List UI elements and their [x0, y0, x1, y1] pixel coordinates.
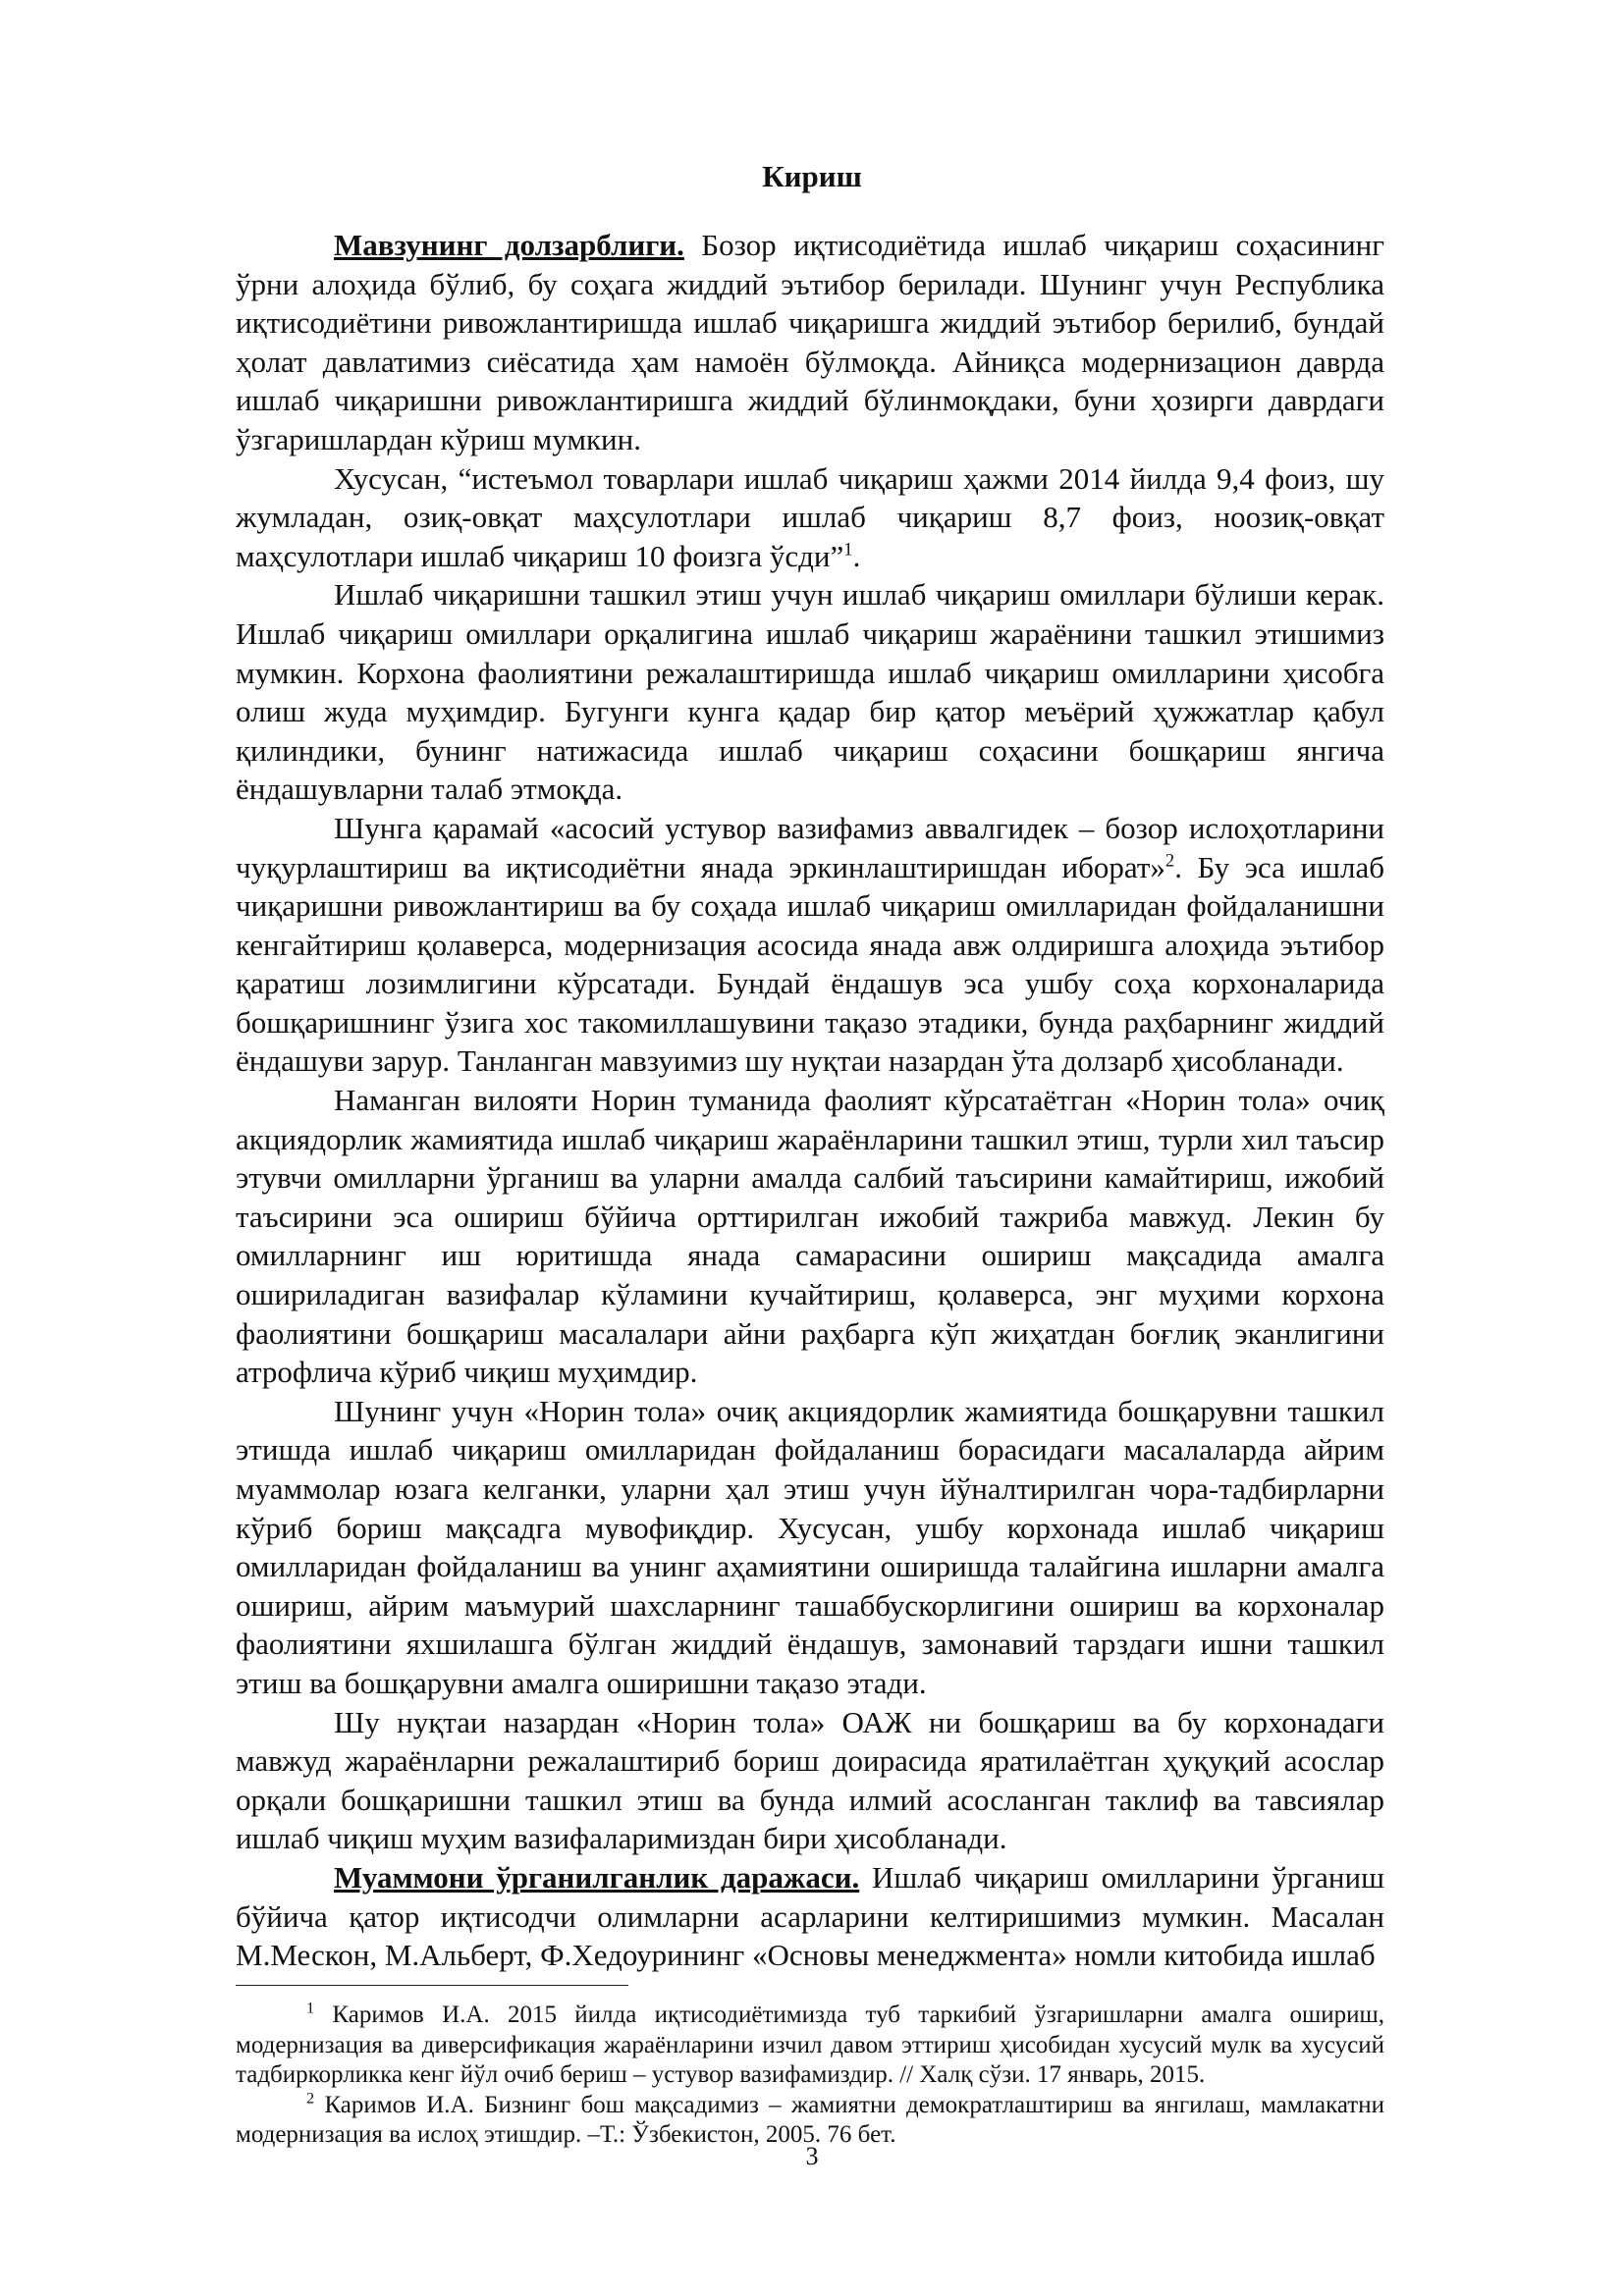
footnote-2: $^2$ Каримов И.А. Бизнинг бош мақсадимиз – жамиятни демократлаштириш ва янгилаш, мамлакатни модернизация ва ислоҳ этишдир. –Т.: Ўзбекистон, 2005. 76 бет.	[236, 2089, 1384, 2148]
paragraph-statistics: Хусусан, “истеъмол товарлари ишлаб чиқариш ҳажми 2014 йилда 9,4 фоиз, шу жумладан, озиқ-овқат маҳсулотлари ишлаб чиқариш 8,7 фоиз, ноозиқ-овқат маҳсулотлари ишлаб чиқариш 10 фоизга ўсди”$^1$.	[236, 460, 1384, 573]
footnote-mark-2: 2	[306, 2089, 315, 2108]
footnotes	[236, 2001, 1384, 2151]
footnote-1: $^1$ Каримов И.А. 2015 йилда иқтисодиётимизда туб таркибий ўзгаришларни амалга ошириш, модернизация ва диверсификация жараёнларини изчил давом эттириш ҳисобидан хусусий мулк ва хусусий тадбиркорликка кенг йўл очиб бериш – устувор вазифамиздир. // Халқ сўзи. 17 январь, 2015.	[236, 1999, 1384, 2088]
paragraph-relevance: Мавзунинг долзарблиги. Бозор иқтисодиётида ишлаб чиқариш соҳасининг ўрни алоҳида бўлиб, бу соҳага жиддий эътибор берилади. Шунинг учун Республика иқтисодиётини ривожлантиришда ишлаб чиқаришга жиддий эътибор берилиб, бундай ҳолат давлатимиз сиёсатида ҳам намоён бўлмоқда. Айниқса модернизацион даврда ишлаб чиқаришни ривожлантиришга жиддий бўлинмоқдаки, буни ҳозирги даврдаги ўзгаришлардан кўриш мумкин.	[236, 228, 1384, 456]
footnote-separator	[236, 1985, 628, 1986]
footnote-mark-1: 1	[306, 1999, 315, 2017]
paragraph-study-level: Муаммони ўрганилганлик даражаси. Ишлаб чиқариш омилларини ўрганиш бўйича қатор иқтисодчи олимларни асарларини келтиришимиз мумкин. Масалан М.Мескон, М.Альберт, Ф.Хедоурининг «Основы менеджмента» номли китобида ишлаб	[236, 1859, 1384, 1973]
section-heading-study-level: Муаммони ўрганилганлик даражаси.	[334, 1859, 860, 1895]
paragraph-production-factors: Ишлаб чиқаришни ташкил этиш учун ишлаб чиқариш омиллари бўлиши керак. Ишлаб чиқариш омиллари орқалигина ишлаб чиқариш жараёнини ташкил этишимиз мумкин. Корхона фаолиятини режалаштиришда ишлаб чиқариш омилларини ҳисобга олиш жуда муҳимдир. Бугунги кунга қадар бир қатор меъёрий ҳужжатлар қабул қилиндики, бунинг натижасида ишлаб чиқариш соҳасини бошқариш янгича ёндашувларни талаб этмоқда.	[236, 577, 1384, 807]
footnote-ref-1[interactable]: 1	[843, 539, 853, 561]
paragraph-priority-task: Шунга қарамай «асосий устувор вазифамиз аввалгидек – бозор ислоҳотларини чуқурлаштириш ва иқтисодиётни янада эркинлаштиришдан иборат»$^2$. Бу эса ишлаб чиқаришни ривожлантириш ва бу соҳада ишлаб чиқариш омилларидан фойдаланишни кенгайтириш қолаверса, модернизация асосида янада авж олдиришга алоҳида эътибор қаратиш лозимлигини кўрсатади. Бундай ёндашув эса ушбу соҳа корхоналарида бошқаришнинг ўзига хос такомиллашувини тақазо этадики, бунда раҳбарнинг жиддий ёндашуви зарур. Танланган мавзуимиз шу нуқтаи назардан ўта долзарб ҳисобланади.	[236, 810, 1384, 1079]
paragraph-management-issues: Шунинг учун «Норин тола» очиқ акциядорлик жамиятида бошқарувни ташкил этишда ишлаб чиқариш омилларидан фойдаланиш борасидаги масалаларда айрим муаммолар юзага келганки, уларни ҳал этиш учун йўналтирилган чора-тадбирларни кўриб бориш мақсадга мувофиқдир. Хусусан, ушбу корхонада ишлаб чиқариш омилларидан фойдаланиш ва унинг аҳамиятини оширишда талайгина ишларни амалга ошириш, айрим маъмурий шахсларнинг ташаббускорлигини ошириш ва корхоналар фаолиятини яхшилашга бўлган жиддий ёндашув, замонавий тарздаги ишни ташкил этиш ва бошқарувни амалга оширишни тақазо этади.	[236, 1393, 1384, 1700]
paragraph-norin-tola: Наманган вилояти Норин туманида фаолият кўрсатаётган «Норин тола» очиқ акциядорлик жамиятида ишлаб чиқариш жараёнларини ташкил этиш, турли хил таъсир этувчи омилларни ўрганиш ва уларни амалда салбий таъсирини камайтириш, ижобий таъсирини эса ошириш бўйича орттирилган ижобий тажриба мавжуд. Лекин бу омилларнинг иш юритишда янада самарасини ошириш мақсадида амалга ошириладиган вазифалар кўламини кучайтириш, қолаверса, энг муҳими корхона фаолиятини бошқариш масалалари айни раҳбарга кўп жиҳатдан боғлиқ эканлигини атрофлича кўриб чиқиш муҳимдир.	[236, 1083, 1384, 1390]
footnote-ref-2[interactable]: 2	[1164, 850, 1175, 872]
section-heading-relevance: Мавзунинг долзарблиги.	[334, 228, 684, 262]
paragraph-viewpoint: Шу нуқтаи назардан «Норин тола» ОАЖ ни бошқариш ва бу корхонадаги мавжуд жараёнларни режалаштириб бориш доирасида яратилаётган ҳуқуқий асослар орқали бошқаришни ташкил этиш ва бунда илмий асосланган таклиф ва тавсиялар ишлаб чиқиш муҳим вазифаларимиздан бири ҳисобланади.	[236, 1704, 1384, 1856]
page-title: Кириш	[762, 159, 862, 193]
body-text	[236, 226, 1384, 1975]
page-number: 3	[805, 2142, 819, 2170]
